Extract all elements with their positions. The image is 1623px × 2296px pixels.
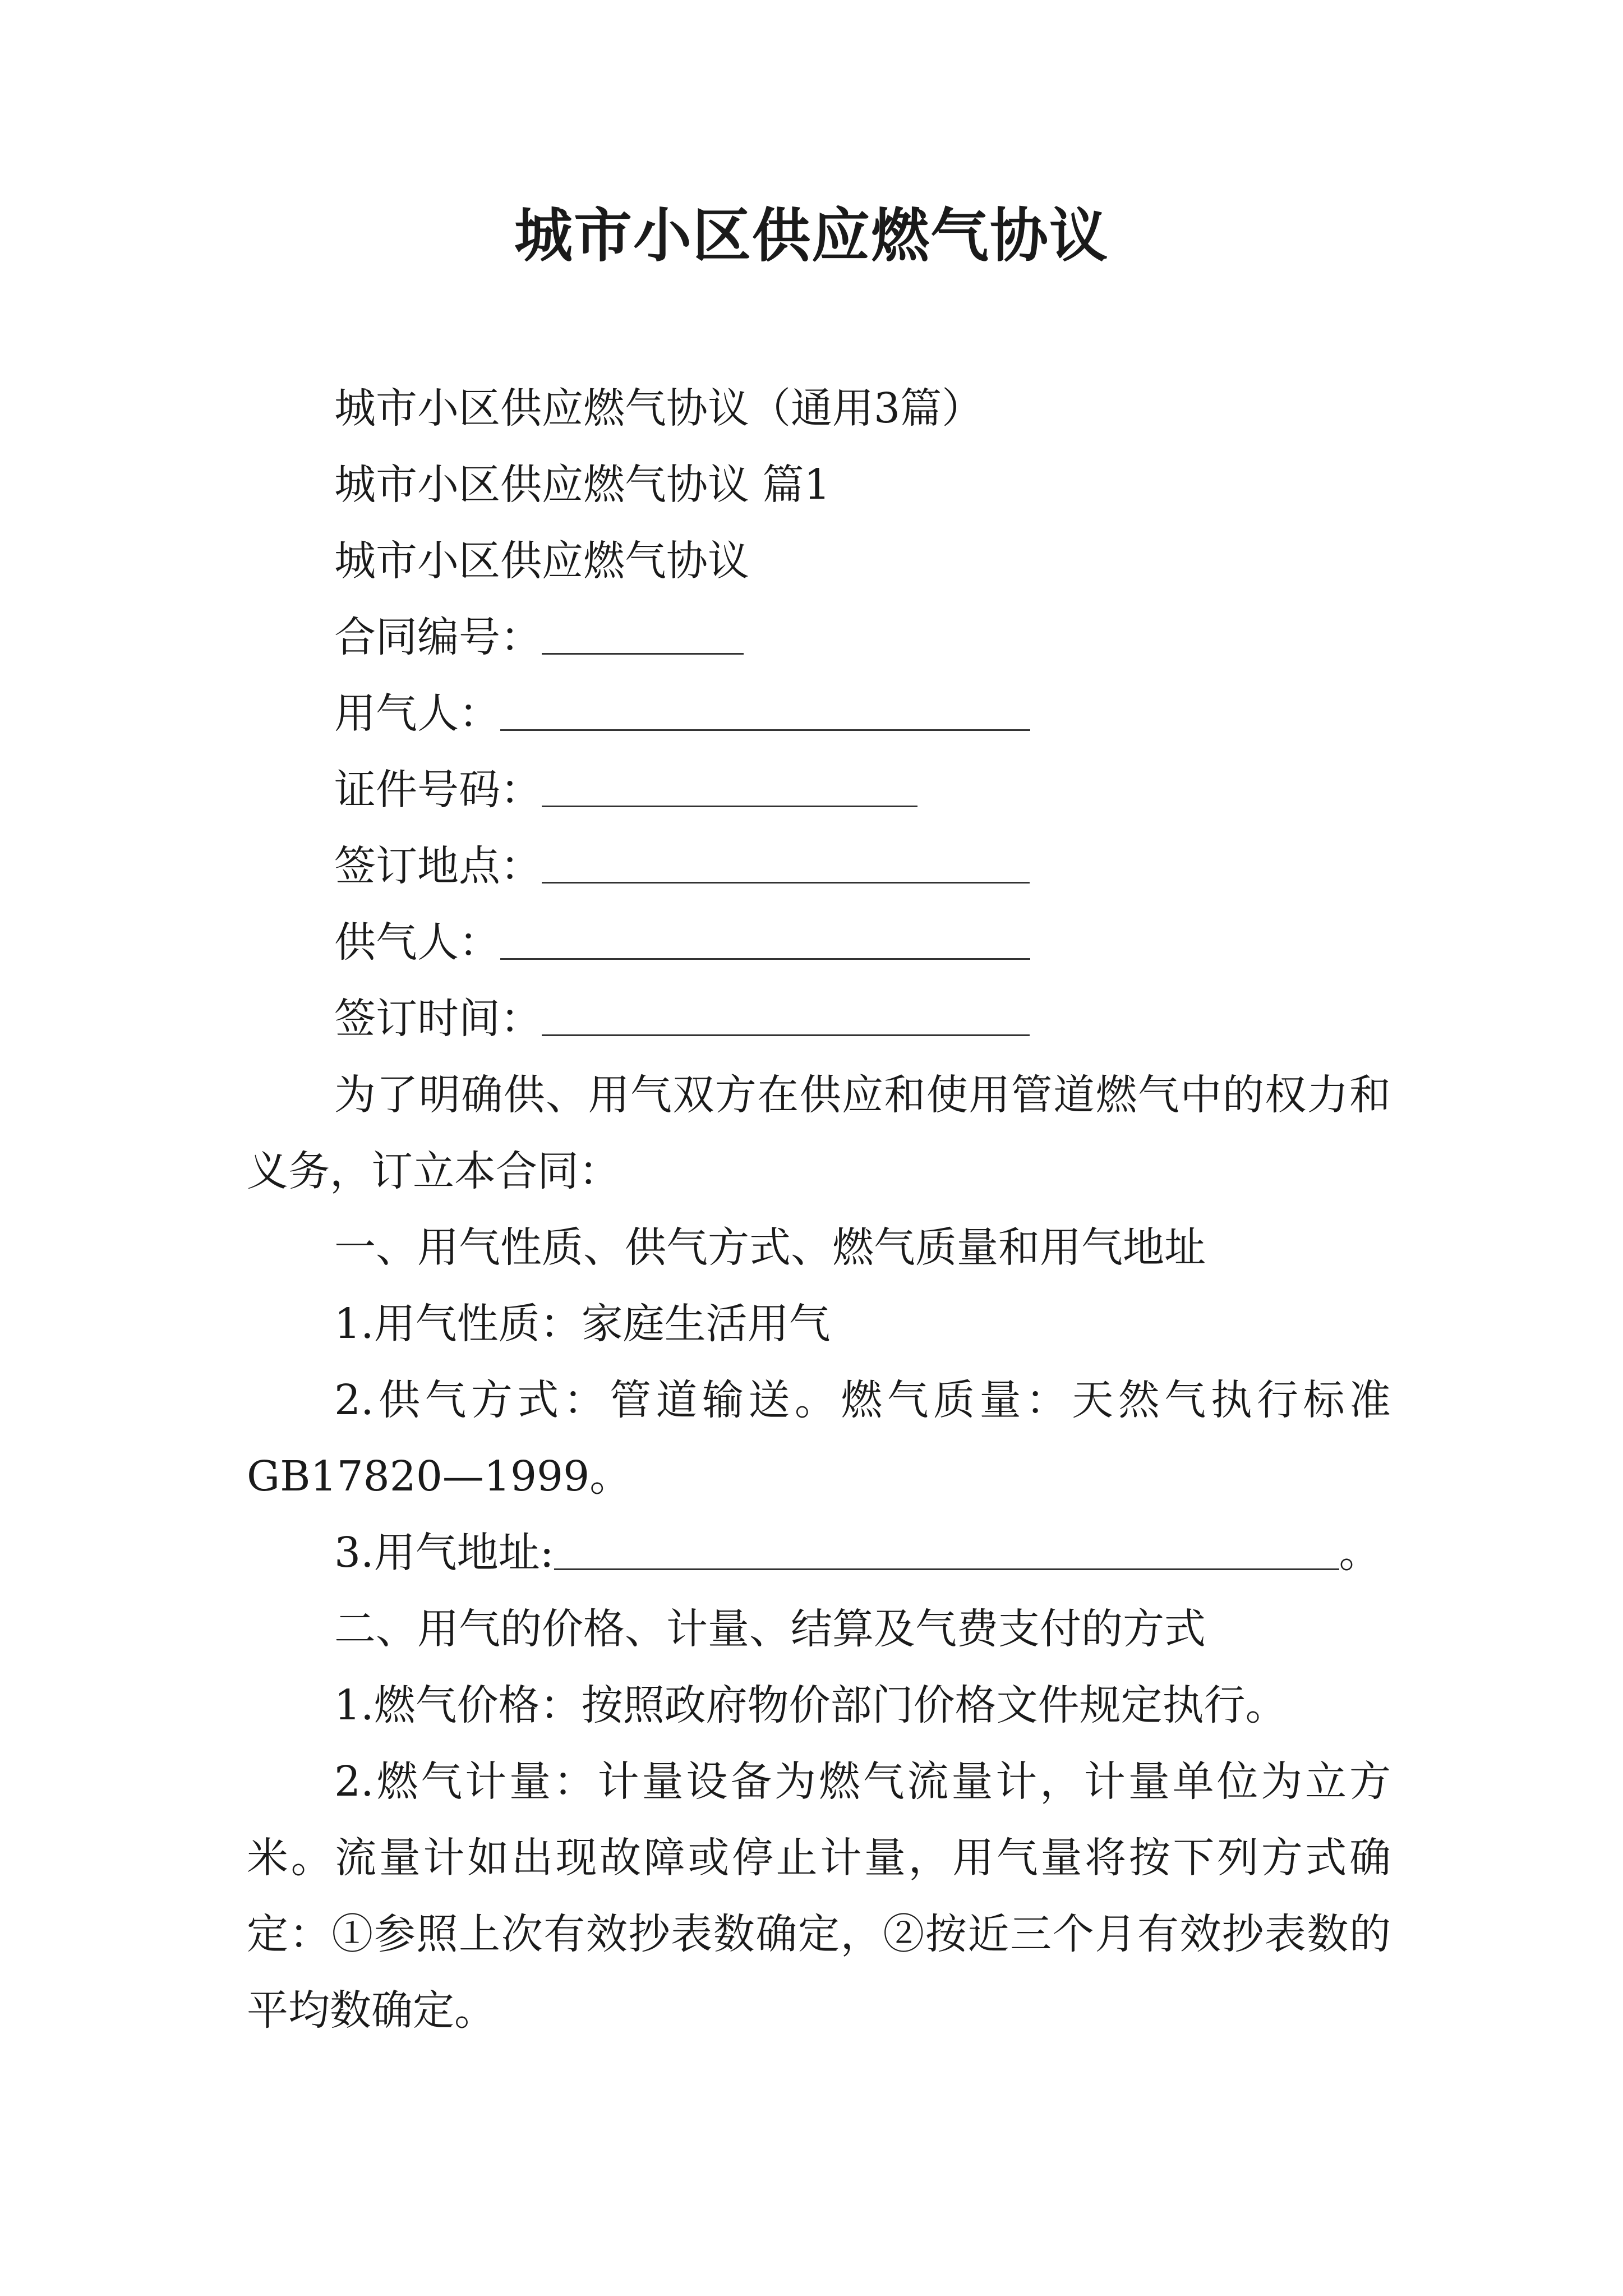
signing-time-blank [542,990,1030,1036]
section2-item2: 2.燃气计量：计量设备为燃气流量计，计量单位为立方米。流量计如出现故障或停止计量，用气量将按下列方式确定：①参照上次有效抄表数确定，②按近三个月有效抄表数的平均数确定。 [247,1757,1391,2035]
field-label: 证件号码： [334,766,542,814]
section1-item2: 2.供气方式：管道输送。燃气质量：天然气执行标准GB17820—1999。 [247,1376,1391,1501]
gas-address-label: 3.用气地址: [334,1529,554,1577]
document-subtitle: 城市小区供应燃气协议（通用3篇） [334,384,984,432]
contract-name: 城市小区供应燃气协议 [334,537,749,585]
gas-address-end: 。 [1339,1529,1381,1577]
field-id-number [247,752,1391,828]
field-gas-user [247,675,1391,752]
field-label: 用气人： [334,689,500,738]
section2-heading: 二、用气的价格、计量、结算及气费支付的方式 [334,1605,1206,1653]
document-title: 城市小区供应燃气协议 [514,201,1109,270]
gas-address-blank [554,1524,1339,1570]
gas-user-blank [500,684,1030,731]
signing-place-blank [542,837,1030,884]
field-label: 签订地点： [334,842,542,890]
section1-item1: 1.用气性质：家庭生活用气 [334,1300,831,1348]
id-number-blank [542,761,917,807]
intro-paragraph: 为了明确供、用气双方在供应和使用管道燃气中的权力和义务，订立本合同： [247,1071,1391,1195]
document-body [247,370,1391,2049]
contract-number-blank [542,608,744,655]
field-label: 合同编号： [334,613,542,661]
field-signing-place [247,828,1391,904]
field-label: 签订时间： [334,995,542,1043]
field-label: 供气人： [334,918,500,967]
section1-item3 [247,1515,1391,1591]
section-heading: 城市小区供应燃气协议 篇1 [334,461,831,509]
section2-item1: 1.燃气价格：按照政府物价部门价格文件规定执行。 [334,1681,1287,1729]
field-contract-number [247,599,1391,675]
field-signing-time [247,981,1391,1057]
gas-supplier-blank [500,913,1030,960]
field-gas-supplier [247,904,1391,981]
section1-heading: 一、用气性质、供气方式、燃气质量和用气地址 [334,1223,1206,1272]
